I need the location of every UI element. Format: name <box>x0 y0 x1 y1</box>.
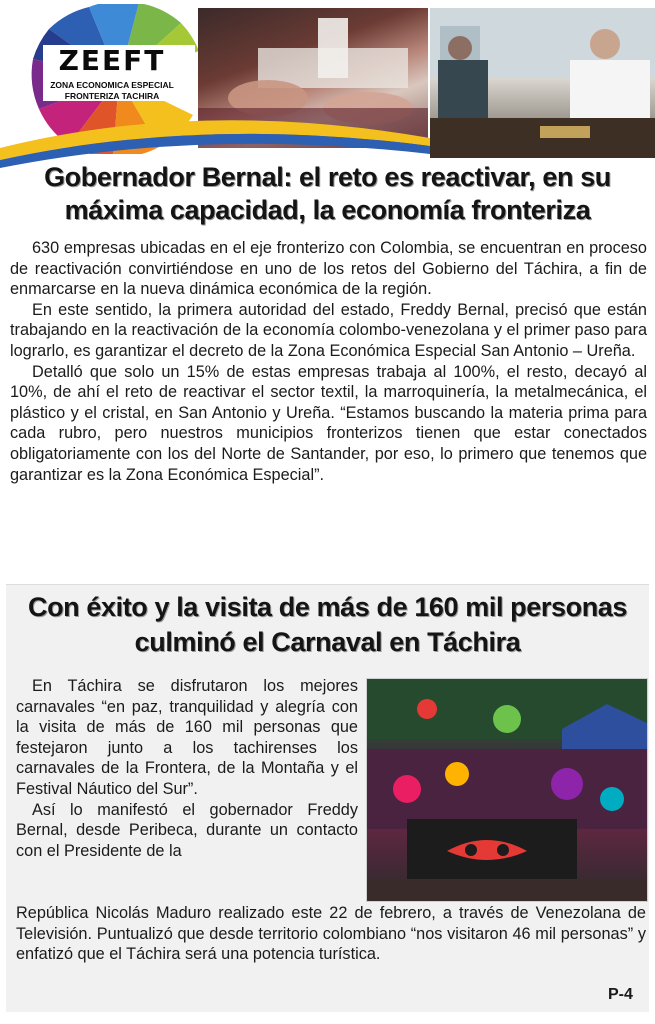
headline2-line2: culminó el Carnaval en Táchira <box>134 627 521 657</box>
headline2-line1: Con éxito y la visita de más de 160 mil personas <box>27 592 628 622</box>
logo-subtitle-line2: FRONTERIZA TACHIRA <box>64 91 160 101</box>
logo-subtitle-line1: ZONA ECONOMICA ESPECIAL <box>50 80 174 90</box>
headline-governor-bernal <box>6 161 649 227</box>
article2-paragraph: Así lo manifestó el gobernador Freddy Bernal, desde Peribeca, durante un contacto con el Presidente de la <box>16 800 358 860</box>
article1-paragraph: En este sentido, la primera autoridad del estado, Freddy Bernal, precisó que están trabajando en la reactivación de la economía colombo-venezolana y el primer paso para lograrlo, es garantizar el decreto de la Zona Económica Especial San Antonio – Ureña. <box>10 300 647 360</box>
article2-body-top <box>16 676 358 861</box>
logo-title: ZEEFT <box>58 44 166 77</box>
article1-paragraph: 630 empresas ubicadas en el eje fronterizo con Colombia, se encuentran en proceso de reactivación convirtiéndose en uno de los retos del Gobierno del Táchira, a fin de enmarcarse en la nueva dinámica económica de la región. <box>10 239 647 299</box>
carnival-parade-photo <box>366 678 648 902</box>
article1-paragraph: Detalló que solo un 15% de estas empresas trabaja al 100%, el resto, decayó al 10%, de ahí el reto de reactivar el sector textil, la marroquinería, la metalmecánica, el plástico y el cristal, en San Antonio y Ureña. “Estamos buscando la materia prima para cada rubro, pero nuestros municipios fronterizos tienen que estar conectados obligatoriamente con los del Norte de Santander, por eso, lo primero que tenemos que garantizar es la Zona Económica Especial”. <box>10 362 647 484</box>
article2-paragraph: En Táchira se disfrutaron los mejores carnavales “en paz, tranquilidad y alegría con la visita de más de 160 mil personas que festejaron junto a los tachirenses los carnavales de la Frontera, de la Montaña y el Festival Náutico del Sur”. <box>16 677 358 798</box>
header-banner <box>0 0 655 160</box>
headline1-line1: Gobernador Bernal: el reto es reactivar, en su <box>44 162 611 192</box>
page-number: P-4 <box>608 986 633 1003</box>
radio-studio-photo <box>430 8 655 158</box>
headline-carnival <box>6 590 649 660</box>
article2-body-bottom: República Nicolás Maduro realizado este 22 de febrero, a través de Venezolana de Televisión. Puntualizó que desde territorio colombiano “nos visitaron 46 mil personas” y enfatizó que el Táchira será una potencia turística. <box>16 904 646 964</box>
article-body-economy <box>10 238 647 485</box>
yellow-blue-swoosh <box>0 108 430 168</box>
headline1-line2: máxima capacidad, la economía fronteriza <box>64 195 591 225</box>
